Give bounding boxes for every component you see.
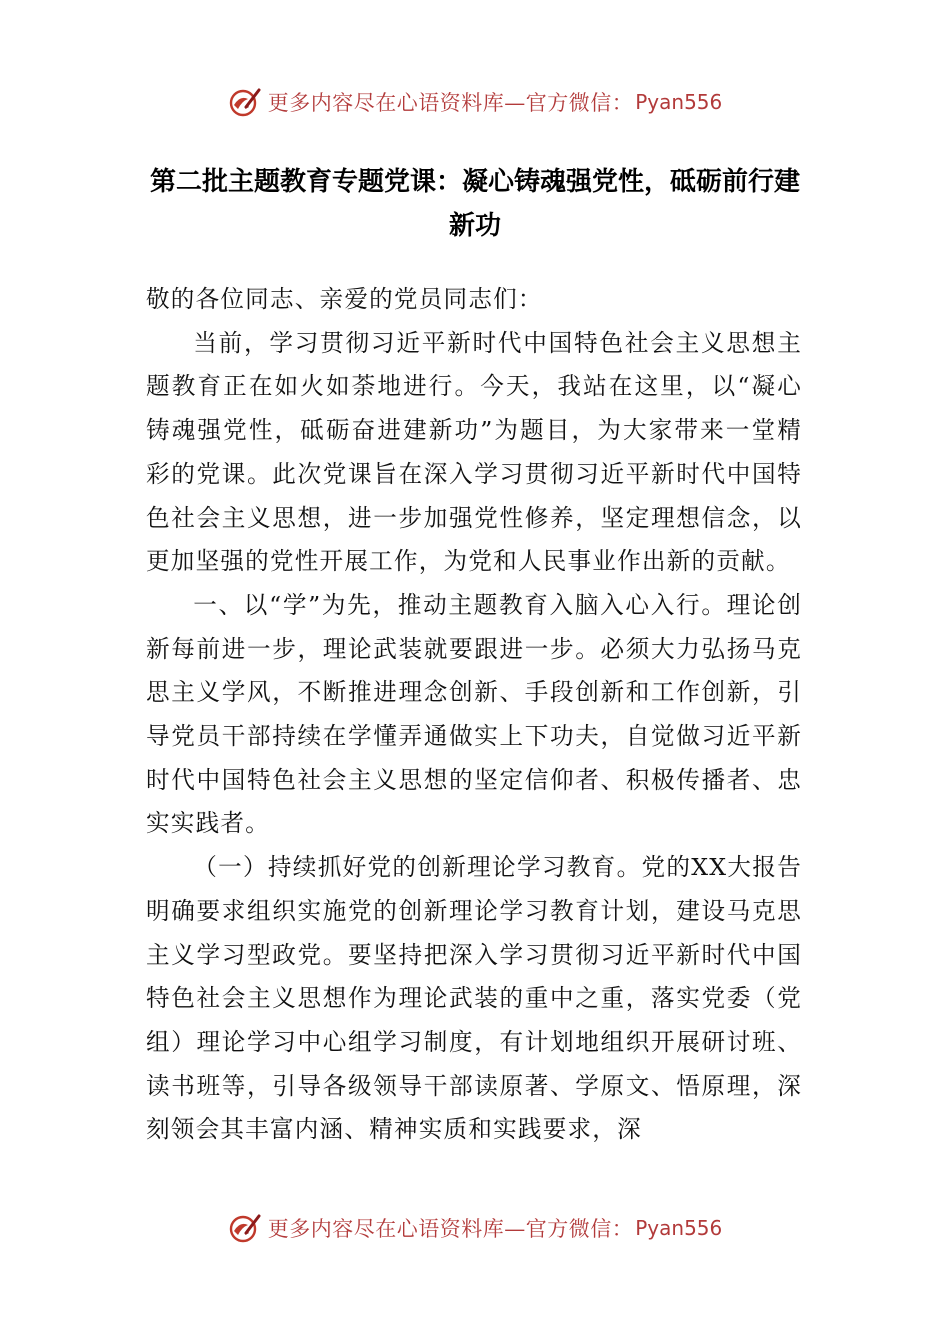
document-title: 第二批主题教育专题党课：凝心铸魂强党性，砥砺前行建新功 [149, 167, 800, 241]
pen-circle-logo-icon [228, 1211, 262, 1245]
paragraph-subsection-one: （一）持续抓好党的创新理论学习教育。党的XX大报告明确要求组织实施党的创新理论学习教育计划，建设马克思主义学习型政党。要坚持把深入学习贯彻习近平新时代中国特色社会主义思想作为理论武装的重中之重，落实党委（党组）理论学习中心组学习制度，有计划地组织开展研讨班、读书班等，引导各级领导干部读原著、学原文、悟原理，深刻领会其丰富内涵、精神实质和实践要求，深 [146, 853, 802, 1144]
paragraph-intro: 当前，学习贯彻习近平新时代中国特色社会主义思想主题教育正在如火如荼地进行。今天，我站在这里，以“凝心铸魂强党性，砥砺奋进建新功”为题目，为大家带来一堂精彩的党课。此次党课旨在深入学习贯彻习近平新时代中国特色社会主义思想，进一步加强党性修养，坚定理想信念，以更加坚强的党性开展工作，为党和人民事业作出新的贡献。 [146, 328, 802, 576]
watermark-handle: Pyan556 [635, 1216, 723, 1240]
watermark-text: 更多内容尽在心语资料库—官方微信： [267, 1217, 634, 1241]
paragraph-section-one: 一、以“学”为先，推动主题教育入脑入心入行。理论创新每前进一步，理论武装就要跟进一步。必须大力弘扬马克思主义学风，不断推进理念创新、手段创新和工作创新，引导党员干部持续在学懂弄通做实上下功夫，自觉做习近平新时代中国特色社会主义思想的坚定信仰者、积极传播者、忠实实践者。 [146, 590, 802, 838]
watermark-handle: Pyan556 [635, 90, 723, 114]
footer-watermark [0, 1208, 950, 1248]
pen-circle-logo-icon [228, 85, 262, 119]
watermark-text: 更多内容尽在心语资料库—官方微信： [267, 91, 634, 115]
salutation: 敬的各位同志、亲爱的党员同志们： [146, 285, 543, 313]
header-watermark [0, 82, 950, 122]
document-body [146, 278, 802, 1152]
